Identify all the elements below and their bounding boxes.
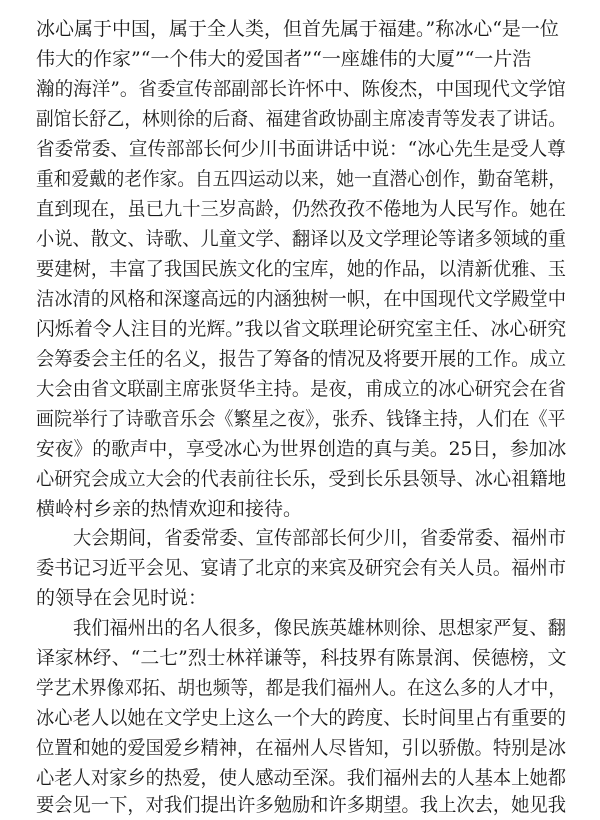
- text-line: 洁冰清的风格和深邃高远的内涵独树一帜，在中国现代文学殿堂中: [36, 288, 567, 310]
- text-line: 冰心属于中国，属于全人类，但首先属于福建。”称冰心“是一位: [36, 18, 559, 40]
- text-line: 闪烁着令人注目的光辉。”我以省文联理论研究室主任、冰心研究: [36, 318, 567, 340]
- text-line: 心老人对家乡的热爱，使人感动至深。我们福州去的人基本上她都: [36, 767, 567, 789]
- text-line: 伟大的作家”“一个伟大的爱国者”“一座雄伟的大厦”“一片浩: [36, 48, 532, 70]
- text-line: 译家林纾、“二七”烈士林祥谦等，科技界有陈景润、侯德榜，文: [36, 647, 567, 669]
- text-line: 安夜》的歌声中，享受冰心为世界创造的真与美。25日，参加冰: [36, 438, 567, 460]
- text-line: 学艺术界像邓拓、胡也频等，都是我们福州人。在这么多的人才中，: [36, 677, 567, 699]
- text-line: 要会见一下，对我们提出许多勉励和许多期望。我上次去，她见我: [36, 794, 567, 816]
- text-line: 心研究会成立大会的代表前往长乐，受到长乐县领导、冰心祖籍地: [36, 468, 567, 490]
- text-line: 横岭村乡亲的热情欢迎和接待。: [36, 498, 303, 520]
- text-line: 我们福州出的名人很多，像民族英雄林则徐、思想家严复、翻: [73, 617, 567, 639]
- text-line: 大会由省文联副主席张贤华主持。是夜，甫成立的冰心研究会在省: [36, 378, 567, 400]
- text-line: 画院举行了诗歌音乐会《繁星之夜》，张乔、钱锋主持，人们在《平: [36, 408, 566, 430]
- text-line: 位置和她的爱国爱乡精神，在福州人尽皆知，引以骄傲。特别是冰: [36, 737, 567, 759]
- text-line: 重和爱戴的老作家。自五四运动以来，她一直潜心创作，勤奋笔耕，: [36, 168, 567, 190]
- text-line: 委书记习近平会见、宴请了北京的来宾及研究会有关人员。福州市: [36, 557, 567, 579]
- text-line: 直到现在，虽已九十三岁高龄，仍然孜孜不倦地为人民写作。她在: [36, 198, 567, 220]
- text-line: 的领导在会见时说：: [36, 587, 208, 609]
- text-line: 瀚的海洋”。省委宣传部副部长许怀中、陈俊杰，中国现代文学馆: [36, 78, 566, 100]
- text-line: 大会期间，省委常委、宣传部部长何少川，省委常委、福州市: [73, 527, 567, 549]
- text-line: 省委常委、宣传部部长何少川书面讲话中说：“冰心先生是受人尊: [36, 138, 566, 160]
- text-line: 副馆长舒乙，林则徐的后裔、福建省政协副主席凌青等发表了讲话。: [36, 108, 567, 130]
- text-line: 小说、散文、诗歌、儿童文学、翻译以及文学理论等诸多领域的重: [36, 228, 567, 250]
- text-line: 冰心老人以她在文学史上这么一个大的跨度、长时间里占有重要的: [36, 707, 567, 729]
- text-line: 要建树，丰富了我国民族文化的宝库，她的作品，以清新优雅、玉: [36, 258, 567, 280]
- text-line: 会筹委会主任的名义，报告了筹备的情况及将要开展的工作。成立: [36, 348, 567, 370]
